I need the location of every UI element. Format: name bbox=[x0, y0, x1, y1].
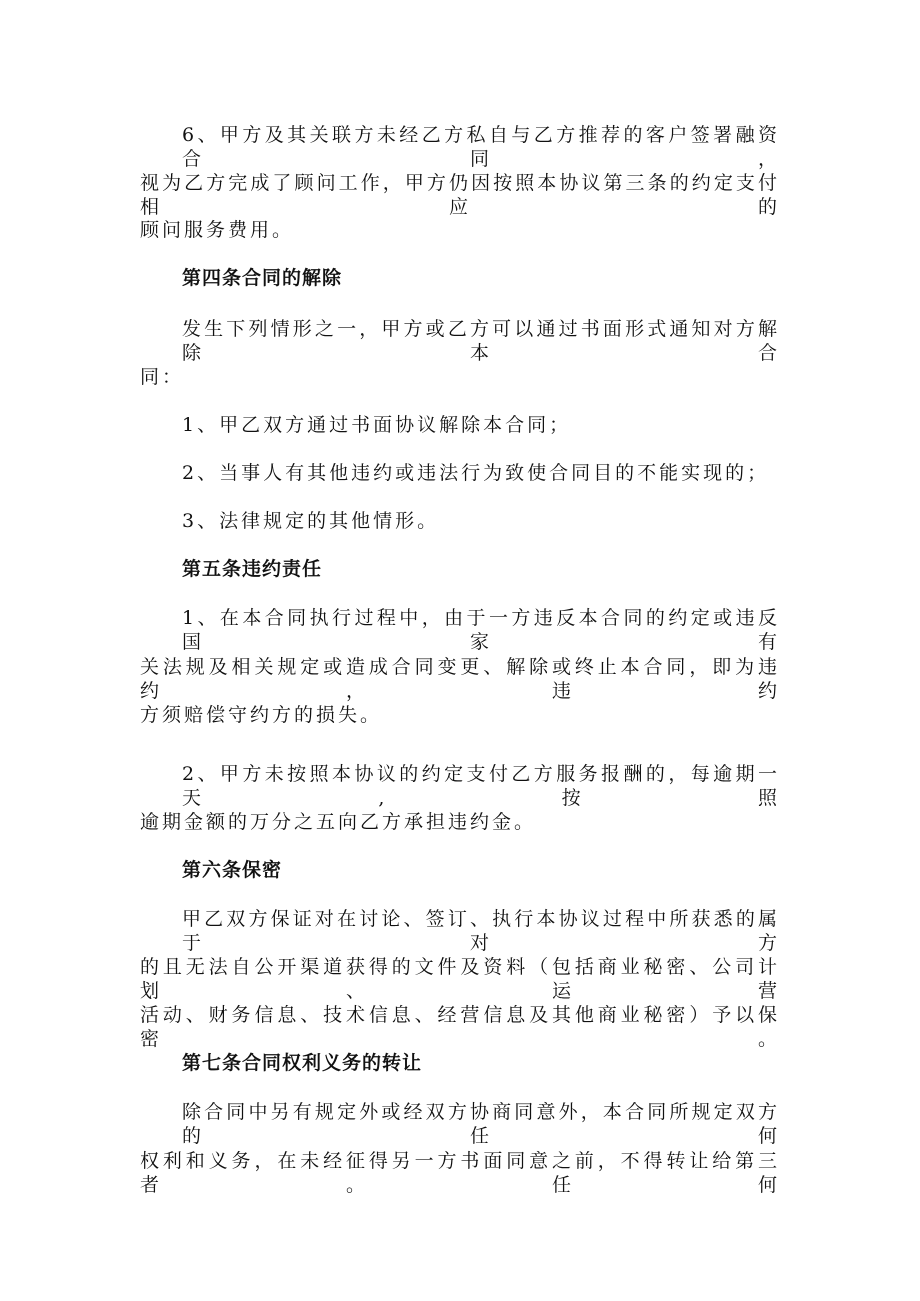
clause6-line-1: 6、甲方及其关联方未经乙方私自与乙方推荐的客户签署融资合同， bbox=[182, 124, 780, 170]
article6-line-1: 甲乙双方保证对在讨论、签订、执行本协议过程中所获悉的属于对方 bbox=[182, 908, 780, 954]
article5-item2-line-2: 逾期金额的万分之五向乙方承担违约金。 bbox=[140, 811, 537, 833]
article5-item1-line-1: 1、在本合同执行过程中，由于一方违反本合同的约定或违反国家有 bbox=[182, 607, 780, 653]
article5-item2-line-1: 2、甲方未按照本协议的约定支付乙方服务报酬的，每逾期一天,按照 bbox=[182, 763, 780, 809]
article6-line-2: 的且无法自公开渠道获得的文件及资料（包括商业秘密、公司计划、运营 bbox=[140, 956, 780, 1002]
article7-line-1: 除合同中另有规定外或经双方协商同意外，本合同所规定双方的任何 bbox=[182, 1101, 780, 1147]
article4-item-1: 1、甲乙双方通过书面协议解除本合同； bbox=[182, 414, 572, 436]
article6-line-3: 活动、财务信息、技术信息、经营信息及其他商业秘密）予以保密。 bbox=[140, 1004, 780, 1050]
article4-item-3: 3、法律规定的其他情形。 bbox=[182, 510, 440, 532]
article4-item-2: 2、当事人有其他违约或违法行为致使合同目的不能实现的； bbox=[182, 462, 770, 484]
article5-heading: 第五条违约责任 bbox=[182, 558, 323, 580]
article7-heading: 第七条合同权利义务的转让 bbox=[182, 1052, 423, 1074]
article7-line-2: 权利和义务，在未经征得另一方书面同意之前，不得转让给第三者。任何 bbox=[140, 1150, 780, 1196]
article4-intro-line-2: 同： bbox=[140, 366, 185, 388]
article5-item1-line-2: 关法规及相关规定或造成合同变更、解除或终止本合同，即为违约，违约 bbox=[140, 656, 780, 702]
article5-item1-line-3: 方须赔偿守约方的损失。 bbox=[140, 704, 383, 726]
article4-intro-line-1: 发生下列情形之一，甲方或乙方可以通过书面形式通知对方解除本合 bbox=[182, 318, 780, 364]
clause6-line-3: 顾问服务费用。 bbox=[140, 219, 295, 241]
article6-heading: 第六条保密 bbox=[182, 859, 283, 881]
article4-heading: 第四条合同的解除 bbox=[182, 267, 343, 289]
clause6-line-2: 视为乙方完成了顾问工作，甲方仍因按照本协议第三条的约定支付相应的 bbox=[140, 172, 780, 218]
